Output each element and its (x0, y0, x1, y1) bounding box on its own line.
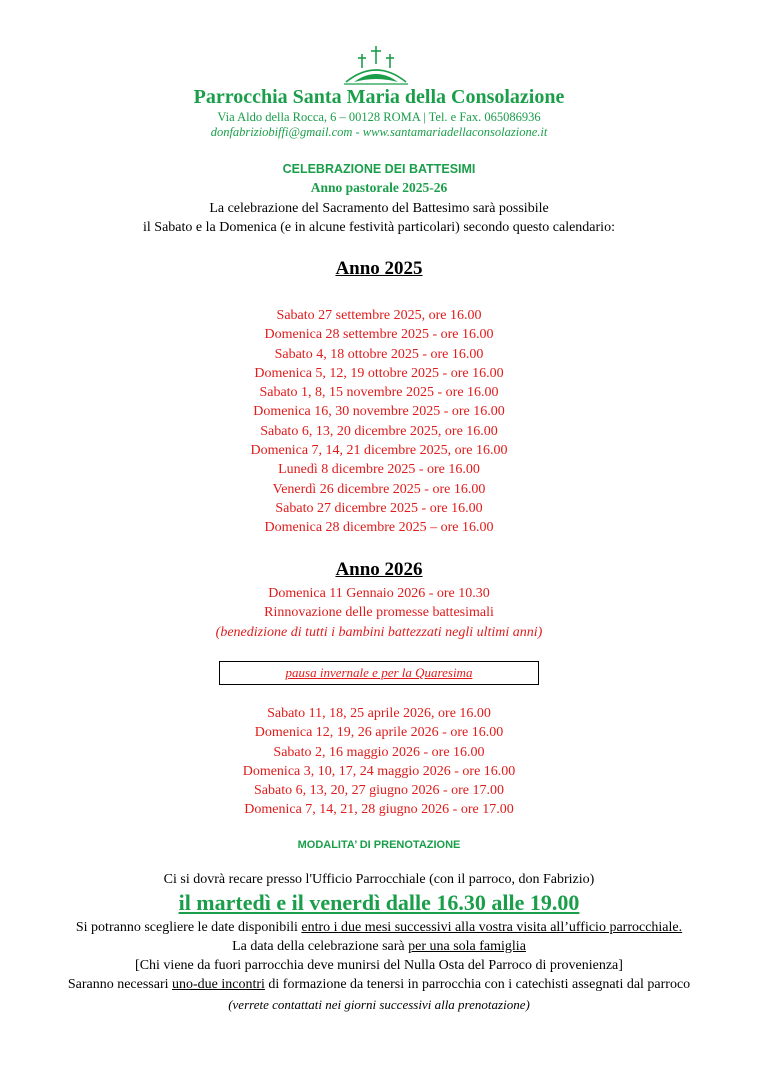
date-item: Sabato 27 dicembre 2025 - ore 16.00 (275, 500, 483, 516)
date-item: Sabato 11, 18, 25 aprile 2026, ore 16.00 (267, 706, 491, 721)
booking-line-2-text: Si potranno scegliere le date disponibili (75, 920, 302, 935)
booking-title: MODALITA’ DI PRENOTAZIONE (297, 839, 461, 851)
parish-contacts: donfabriziobiffi@gmail.com - www.santamariadellaconsolazione.it (210, 125, 548, 139)
booking-line-3 (0, 939, 758, 955)
intro-text (0, 199, 758, 237)
date-item: Domenica 28 dicembre 2025 – ore 16.00 (264, 520, 494, 536)
date-item: Domenica 7, 14, 21, 28 giugno 2026 - ore 17.00 (244, 802, 514, 818)
year-2026-special-block (0, 584, 758, 642)
special-date: Domenica 11 Gennaio 2026 - ore 10.30 (268, 586, 490, 601)
booking-line-5 (0, 977, 758, 993)
year-2026-heading: Anno 2026 (335, 559, 423, 580)
section-title: CELEBRAZIONE DEI BATTESIMI (282, 162, 476, 176)
booking-line-6: (verrete contattati nei giorni successivi alla prenotazione) (228, 997, 530, 1012)
office-hours-highlight: il martedì e il venerdì dalle 16.30 alle 19.00 (178, 890, 580, 915)
date-item: Venerdì 26 dicembre 2025 - ore 16.00 (272, 481, 486, 497)
date-item: Domenica 7, 14, 21 dicembre 2025, ore 16.00 (250, 443, 508, 459)
pause-notice-box: pausa invernale e per la Quaresima (219, 661, 539, 685)
date-item: Domenica 3, 10, 17, 24 maggio 2026 - ore 16.00 (242, 763, 516, 779)
booking-line-2-underlined: entro i due mesi successivi alla vostra visita all’ufficio parrocchiale. (301, 920, 683, 935)
date-item: Lunedì 8 dicembre 2025 - ore 16.00 (278, 462, 480, 478)
church-crosses-logo-icon (340, 44, 412, 90)
special-title: Rinnovazione delle promesse battesimali (264, 605, 494, 621)
booking-line-2 (0, 920, 758, 936)
section-subtitle: Anno pastorale 2025-26 (310, 180, 448, 195)
year-2025-heading: Anno 2025 (335, 258, 423, 279)
date-item: Sabato 4, 18 ottobre 2025 - ore 16.00 (274, 346, 484, 362)
parish-name: Parrocchia Santa Maria della Consolazione (193, 86, 565, 108)
year-2025-date-list (0, 306, 758, 538)
date-item: Sabato 2, 16 maggio 2026 - ore 16.00 (273, 744, 485, 760)
date-item: Domenica 12, 19, 26 aprile 2026 - ore 16.00 (254, 725, 504, 741)
booking-line-5-underlined: uno-due incontri (172, 977, 265, 992)
parish-address-block (0, 110, 758, 140)
booking-line-5-text: Saranno necessari (67, 977, 172, 992)
date-item: Domenica 28 settembre 2025 - ore 16.00 (264, 327, 494, 343)
booking-line-3-underlined: per una sola famiglia (408, 939, 526, 954)
date-item: Domenica 16, 30 novembre 2025 - ore 16.00 (253, 404, 505, 420)
date-item: Sabato 6, 13, 20 dicembre 2025, ore 16.00 (260, 423, 498, 439)
date-item: Sabato 1, 8, 15 novembre 2025 - ore 16.00 (259, 385, 499, 401)
special-note: (benedizione di tutti i bambini battezzati negli ultimi anni) (215, 624, 543, 640)
year-2026-date-list (0, 704, 758, 820)
date-item: Sabato 6, 13, 20, 27 giugno 2026 - ore 17.00 (253, 783, 505, 799)
intro-line-1: La celebrazione del Sacramento del Battesimo sarà possibile (209, 201, 549, 216)
intro-line-2: il Sabato e la Domenica (e in alcune festività particolari) secondo questo calendario: (143, 220, 615, 235)
date-item: Sabato 27 settembre 2025, ore 16.00 (276, 308, 482, 323)
booking-line-3-text: La data della celebrazione sarà (232, 939, 409, 954)
booking-line-1: Ci si dovrà recare presso l'Ufficio Parrocchiale (con il parroco, don Fabrizio) (163, 872, 595, 887)
parish-address: Via Aldo della Rocca, 6 – 00128 ROMA | Tel. e Fax. 065086936 (217, 110, 541, 124)
date-item: Domenica 5, 12, 19 ottobre 2025 - ore 16.00 (254, 365, 504, 381)
booking-line-4: [Chi viene da fuori parrocchia deve munirsi del Nulla Osta del Parroco di provenienza] (135, 958, 623, 973)
booking-line-5-rest: di formazione da tenersi in parrocchia con i catechisti assegnati dal parroco (264, 977, 691, 992)
